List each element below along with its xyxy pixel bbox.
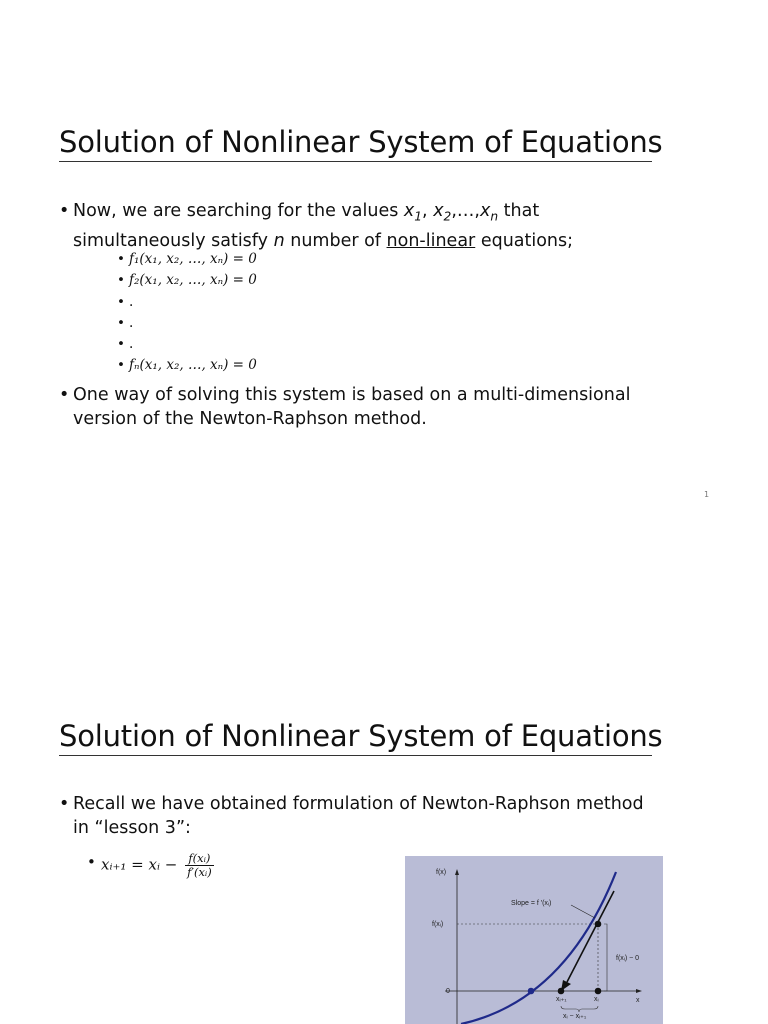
slide-2-title: Solution of Nonlinear System of Equations [59,719,663,753]
xi-point [595,988,602,995]
newton-raphson-figure [405,856,663,1024]
newton-raphson-graph [405,856,663,1024]
x-axis-arrow [636,989,642,993]
slide-1-title: Solution of Nonlinear System of Equations [59,125,663,159]
slide-2-bullet-recall: • Recall we have obtained formulation of Newton-Raphson method in “lesson 3”: [59,792,693,840]
slide-1-title-underline [59,161,652,162]
xi-label: xᵢ [594,996,599,1003]
equation-item: • . [117,294,133,310]
difference-label: f(xᵢ) − 0 [616,955,640,962]
x-axis-label: x [636,997,640,1004]
xi-plus-1-point [558,988,565,995]
equation-item: • . [117,315,133,331]
slope-label: Slope = f ′(xᵢ) [511,900,552,907]
equation-item: • . [117,336,133,352]
newton-raphson-formula: • xᵢ₊₁ = xᵢ − $\frac{\text{f(xᵢ)}}{\text{f′(xᵢ)}}$ [87,852,214,879]
slide-2-title-underline [59,755,652,756]
slope-pointer [571,905,595,918]
xi-plus-1-label: xᵢ₊₁ [556,996,567,1003]
equation-item: • fₙ(x₁, x₂, …, xₙ) = 0 [117,357,257,373]
equation-item: • f₂(x₁, x₂, …, xₙ) = 0 [117,272,257,288]
fxi-label: f(xᵢ) [432,921,444,928]
tangent-point [595,921,602,928]
formula-fraction: $\frac{\text{f(xᵢ)}}{\text{f′(xᵢ)}}$ [187,851,212,879]
zero-label: 0 [446,988,450,995]
vertical-bracket [604,924,607,991]
function-curve [461,872,616,1024]
root-point [528,988,535,995]
page-number: 1 [704,490,710,499]
horizontal-brace [561,1006,598,1012]
slide-1-bullet-search: • Now, we are searching for the values $x_1$, $x_2,\dots,x_n$ that simultaneously satisfy n number of non-linear equations; [59,199,693,253]
slide-2 [0,590,768,1024]
slide-1-bullet-newton: • One way of solving this system is based on a multi-dimensional version of the Newton-Raphson method. [59,383,693,431]
y-axis-label: f(x) [436,869,447,876]
delta-label: xᵢ − xᵢ₊₁ [563,1013,587,1020]
y-axis-arrow [455,869,459,875]
equation-item: • f₁(x₁, x₂, …, xₙ) = 0 [117,251,257,267]
